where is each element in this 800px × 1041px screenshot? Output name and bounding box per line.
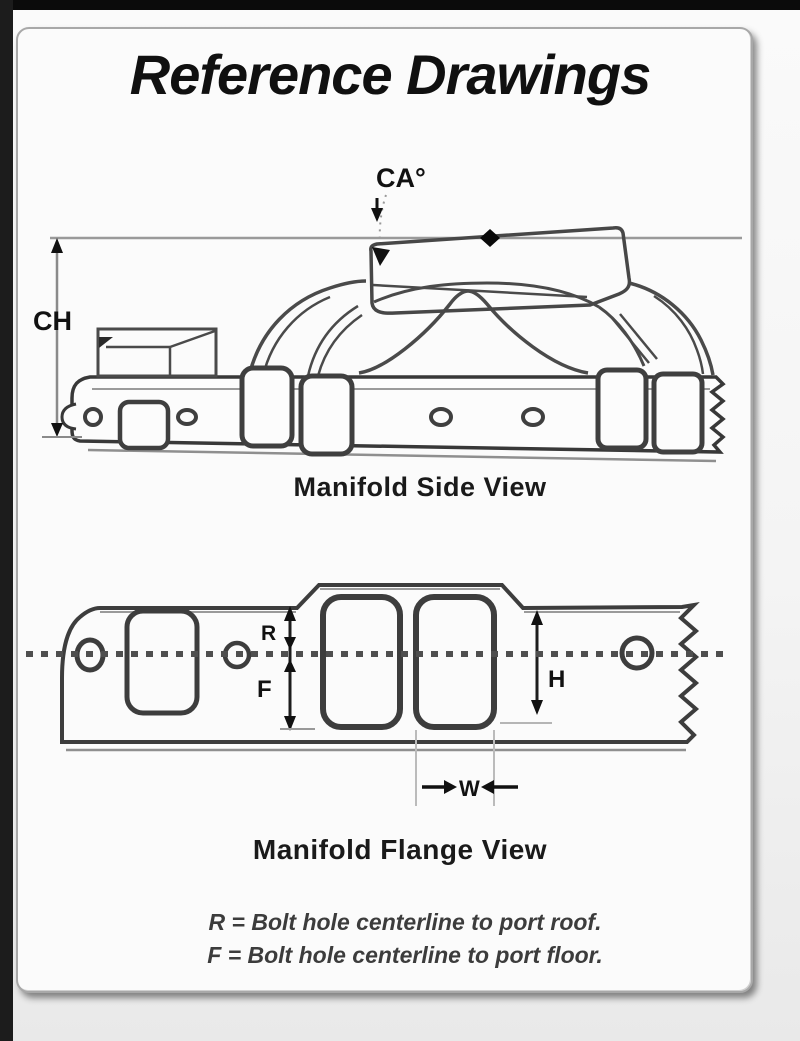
w-arrow-left-icon [481,780,494,794]
manifold-side-view-drawing [33,163,742,461]
legend-r-line: R = Bolt hole centerline to port roof. [208,909,602,935]
flange-view-caption: Manifold Flange View [252,834,548,865]
r-label: R [261,622,277,645]
side-view-caption: Manifold Side View [293,472,547,502]
ca-arrow-upper-icon [371,208,383,222]
ca-arrow-lower-icon [372,247,390,266]
manifold-flange-view-drawing [26,585,731,806]
carburetor-pad [371,228,630,313]
h-label: H [548,666,566,693]
reference-diamond-marker-icon [480,229,500,247]
ca-label: CA° [376,163,426,193]
legend-f-line: F = Bolt hole centerline to port floor. [207,942,603,968]
w-label: W [459,776,480,801]
page-title: Reference Drawings [129,43,651,106]
plenum-ridge [359,291,588,373]
f-label: F [257,676,272,703]
ca-dimension [371,163,500,266]
ch-arrow-up-icon [51,238,63,253]
flange-left-tip [62,404,76,429]
manifold-dome [249,281,713,376]
w-arrow-right-icon [444,780,457,794]
ch-arrow-down-icon [51,423,63,437]
dimension-legend [100,906,710,972]
ch-label: CH [33,306,72,336]
front-boss [98,329,216,376]
ca-leader-dashes [380,195,386,243]
